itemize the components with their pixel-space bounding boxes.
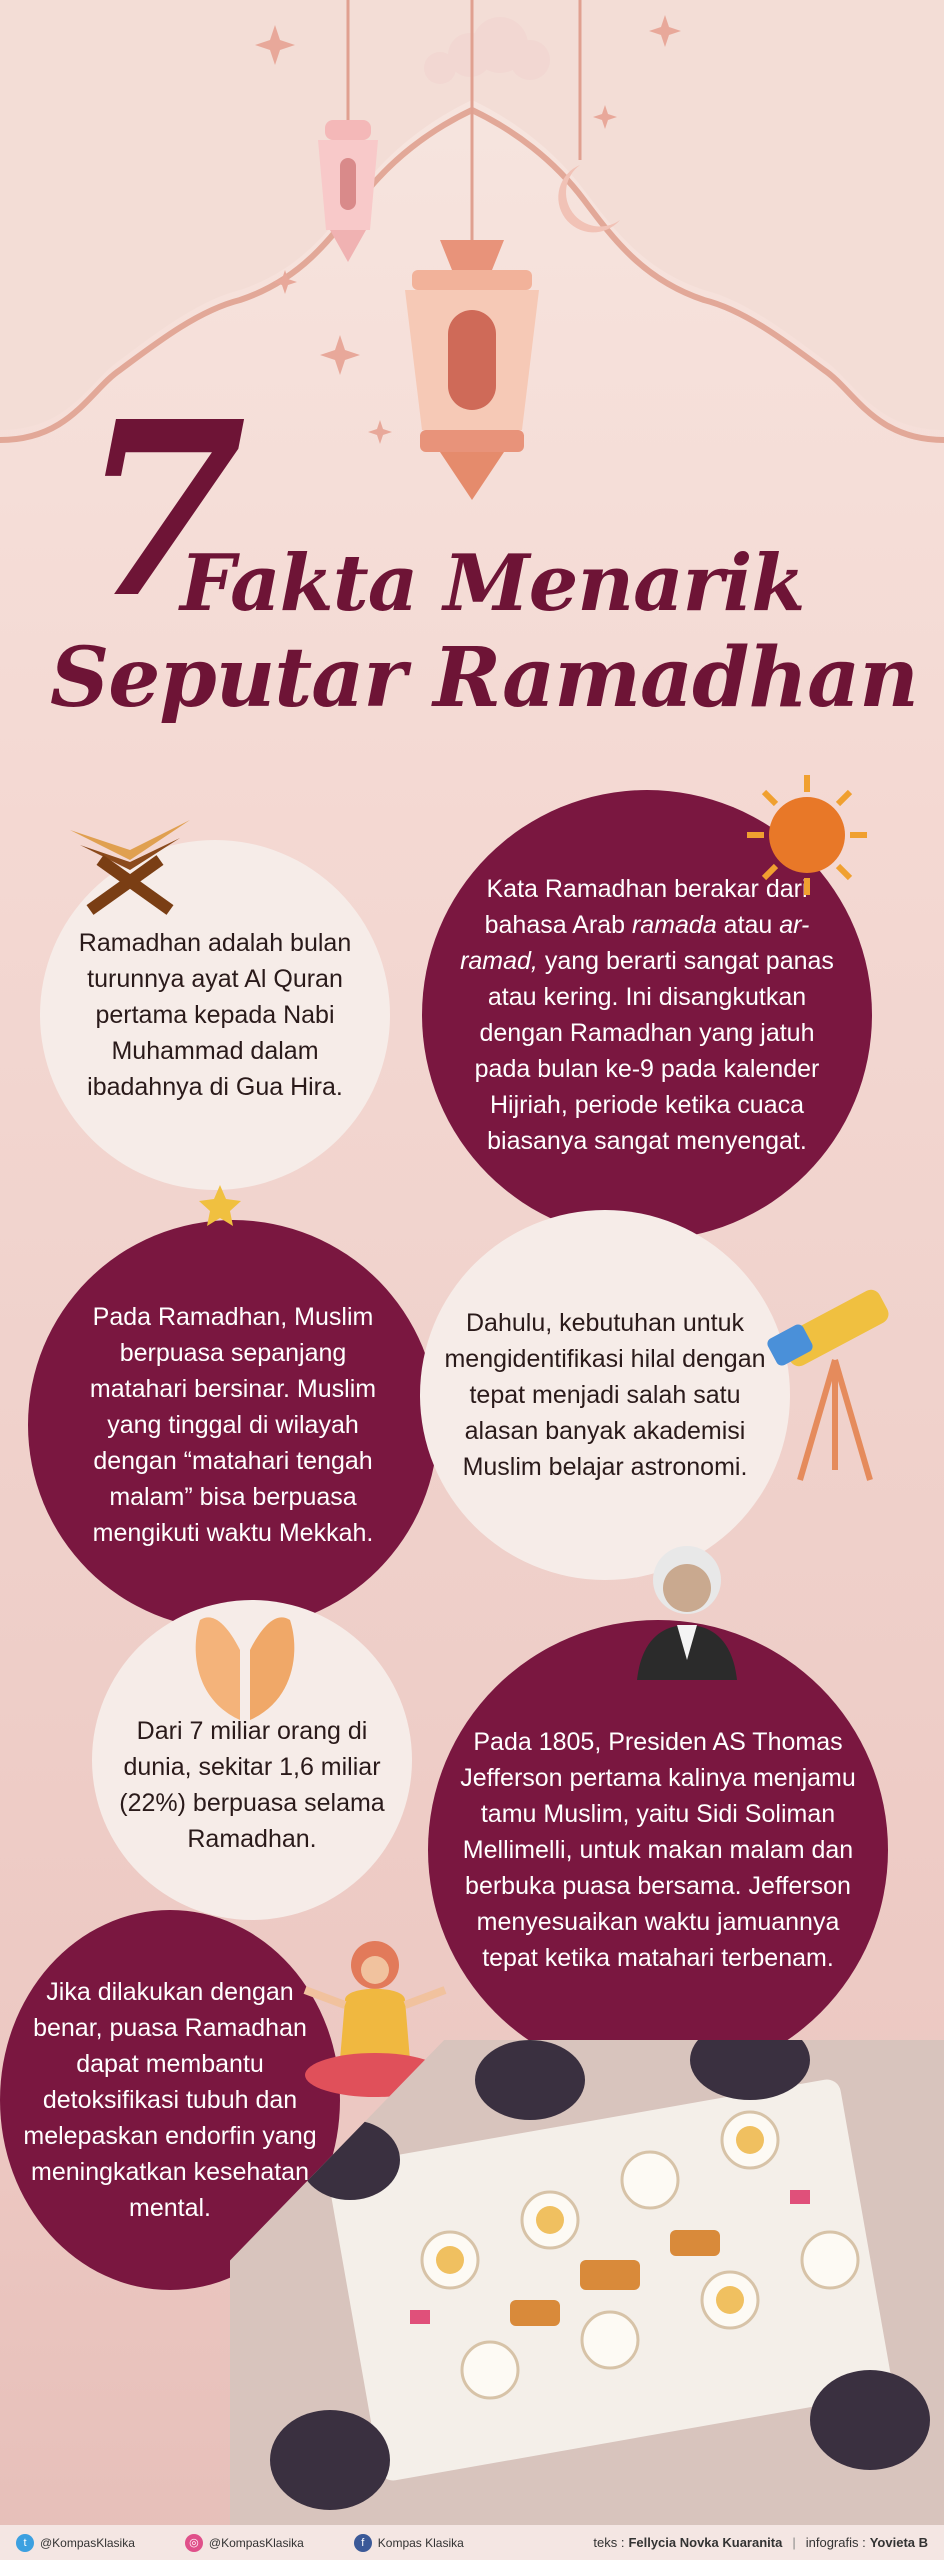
crescent-moon-icon — [130, 1165, 300, 1295]
facebook-icon: f — [354, 2534, 372, 2552]
praying-hands-icon — [180, 1590, 310, 1730]
fact-text: Pada 1805, Presiden AS Thomas Jefferson pertama kalinya menjamu tamu Muslim, yaitu Sidi Soliman Mellimelli, untuk makan malam dan berbuka puasa bersama. Jefferson menyesuaikan waktu jamuannya tepat ketika matahari terbenam. — [460, 1728, 856, 1972]
fact-text: Dahulu, kebutuhan untuk mengidentifikasi hilal dengan tepat menjadi salah satu alasan banyak akademisi Muslim belajar astronomi. — [444, 1309, 766, 1481]
fact-text: Pada Ramadhan, Muslim berpuasa sepanjang matahari bersinar. Muslim yang tinggal di wilayah dengan “matahari tengah malam” bisa berpuasa mengikuti waktu Mekkah. — [89, 1303, 377, 1547]
fact-text: Dari 7 miliar orang di dunia, sekitar 1,6 miliar (22%) berpuasa selama Ramadhan. — [119, 1717, 385, 1853]
twitter-icon: t — [16, 2534, 34, 2552]
footer — [0, 2525, 944, 2560]
title-number: 7 — [80, 369, 247, 651]
fact-jefferson-bubble — [428, 1620, 888, 2080]
divider: | — [792, 2535, 796, 2550]
portrait-icon — [622, 1530, 752, 1680]
fact-text: Ramadhan adalah bulan turunnya ayat Al Quran pertama kepada Nabi Muhammad dalam ibadahnya di Gua Hira. — [78, 929, 352, 1101]
telescope-icon — [760, 1270, 910, 1490]
facebook-handle[interactable]: f Kompas Klasika — [354, 2534, 464, 2552]
page-title — [40, 369, 920, 750]
twitter-handle[interactable]: t @KompasKlasika — [16, 2534, 135, 2552]
credits: teks : Fellycia Novka Kuaranita | infografis : Yovieta B — [593, 2535, 928, 2550]
fact-text: Jika dilakukan dengan benar, puasa Ramadhan dapat membantu detoksifikasi tubuh dan melepaskan endorfin yang meningkatkan kesehatan mental. — [23, 1978, 317, 2222]
instagram-icon: ◎ — [185, 2534, 203, 2552]
fact-astronomy-bubble — [420, 1210, 790, 1580]
fact-text: Kata Ramadhan berakar dari bahasa Arab ramada atau ar-ramad, yang berarti sangat panas atau kering. Ini disangkutkan dengan Ramadhan yang jatuh pada bulan ke-9 pada kalender Hijriah, periode ketika cuaca biasanya sangat menyengat. — [460, 875, 834, 1155]
title-line-2: Seputar Ramadhan — [50, 630, 918, 726]
sun-icon — [742, 770, 872, 900]
instagram-handle[interactable]: ◎ @KompasKlasika — [185, 2534, 304, 2552]
quran-stand-icon — [60, 800, 200, 920]
title-line-1: Fakta Menarik — [180, 538, 805, 629]
